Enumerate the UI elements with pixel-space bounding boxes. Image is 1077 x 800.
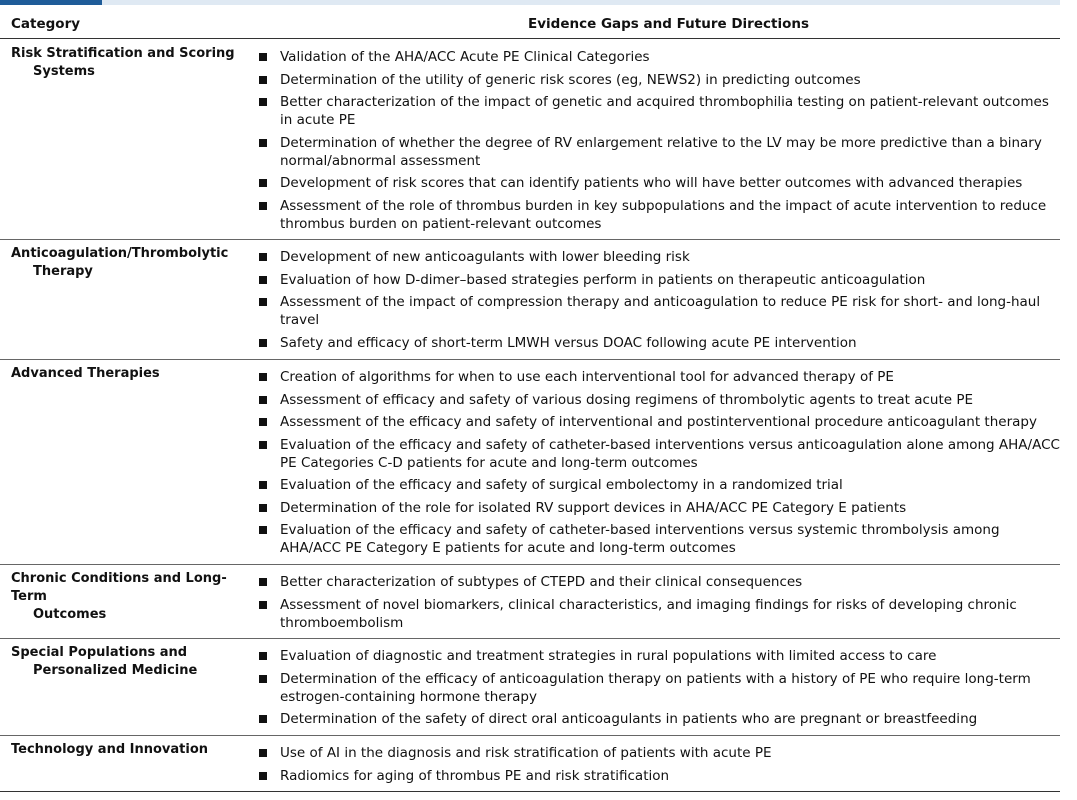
- list-item: [258, 647, 1064, 665]
- list-item-text: Assessment of the role of thrombus burden in key subpopulations and the impact of acute intervention to reduce thrombus burden on patient-relevant outcomes: [280, 197, 1047, 232]
- list-item-text: Determination of the safety of direct oral anticoagulants in patients who are pregnant or breastfeeding: [280, 711, 978, 727]
- square-bullet-icon: [259, 98, 267, 106]
- list-item: [258, 710, 1064, 728]
- square-bullet-icon: [259, 139, 267, 147]
- list-item: [258, 368, 1064, 386]
- square-bullet-icon: [259, 772, 267, 780]
- category-label: [11, 570, 243, 624]
- list-item: [258, 174, 1064, 192]
- square-bullet-icon: [259, 418, 267, 426]
- list-item-text: Evaluation of the efficacy and safety of surgical embolectomy in a randomized trial: [280, 477, 843, 493]
- gaps-column-header: Evidence Gaps and Future Directions: [528, 16, 810, 32]
- category-label-line2: Systems: [33, 64, 95, 79]
- square-bullet-icon: [259, 675, 267, 683]
- square-bullet-icon: [259, 481, 267, 489]
- list-item-text: Creation of algorithms for when to use each interventional tool for advanced therapy of PE: [280, 369, 894, 385]
- list-item-text: Determination of the utility of generic risk scores (eg, NEWS2) in predicting outcomes: [280, 71, 861, 88]
- table-section: [0, 239, 1060, 360]
- list-item-text: Validation of the AHA/ACC Acute PE Clinical Categories: [280, 49, 650, 65]
- list-item: [258, 334, 1064, 352]
- square-bullet-icon: [259, 298, 267, 306]
- category-label: [11, 45, 243, 81]
- table-section: [0, 735, 1060, 792]
- square-bullet-icon: [259, 276, 267, 284]
- list-item: [258, 596, 1064, 632]
- category-label-line2: Therapy: [33, 264, 93, 279]
- list-item-text: Determination of the role for isolated RV support devices in AHA/ACC PE Category E patients: [280, 499, 907, 516]
- list-item-text: Development of risk scores that can identify patients who will have better outcomes with advanced therapies: [280, 175, 1023, 191]
- list-item: [258, 476, 1064, 494]
- list-item-text: Assessment of the efficacy and safety of interventional and postinterventional procedure anticoagulant therapy: [280, 414, 1037, 430]
- list-item: [258, 499, 1064, 517]
- table-section: [0, 39, 1060, 240]
- table-section: [0, 638, 1060, 736]
- square-bullet-icon: [259, 396, 267, 404]
- square-bullet-icon: [259, 715, 267, 723]
- list-item: [258, 197, 1064, 233]
- category-label-line1: Technology and Innovation: [11, 742, 209, 757]
- category-label-line2: Outcomes: [33, 607, 107, 622]
- list-item: [258, 670, 1064, 706]
- square-bullet-icon: [259, 749, 267, 757]
- list-item-text: Better characterization of the impact of genetic and acquired thrombophilia testing on patient-relevant outcomes in acute PE: [280, 94, 1049, 128]
- table-section: [0, 359, 1060, 565]
- square-bullet-icon: [259, 652, 267, 660]
- category-label-line2: Personalized Medicine: [33, 663, 198, 678]
- list-item-text: Evaluation of how D-dimer–based strategies perform in patients on therapeutic anticoagulation: [280, 271, 926, 288]
- table-header: [0, 14, 1060, 39]
- list-item-text: Determination of the efficacy of anticoagulation therapy on patients with a history of PE who require long-term estrogen-containing hormone therapy: [280, 670, 1031, 705]
- list-item: [258, 573, 1064, 591]
- list-item-text: Assessment of the impact of compression therapy and anticoagulation to reduce PE risk for short- and long-haul travel: [280, 294, 1041, 328]
- square-bullet-icon: [259, 526, 267, 534]
- list-item: [258, 134, 1064, 170]
- list-item-text: Determination of whether the degree of RV enlargement relative to the LV may be more predictive than a binary normal/abnormal assessment: [280, 134, 1042, 169]
- category-column-header: Category: [11, 16, 81, 32]
- list-item: [258, 744, 1064, 762]
- square-bullet-icon: [259, 504, 267, 512]
- list-item-text: Evaluation of diagnostic and treatment strategies in rural populations with limited access to care: [280, 648, 937, 664]
- evidence-gap-list: [258, 368, 1064, 562]
- square-bullet-icon: [259, 253, 267, 261]
- category-label-line1: Risk Stratification and Scoring: [11, 46, 235, 61]
- list-item-text: Assessment of novel biomarkers, clinical characteristics, and imaging findings for risks of developing chronic thromboembolism: [280, 596, 1017, 631]
- evidence-gap-list: [258, 48, 1064, 237]
- square-bullet-icon: [259, 53, 267, 61]
- evidence-gap-list: [258, 573, 1064, 636]
- square-bullet-icon: [259, 339, 267, 347]
- evidence-gap-list: [258, 744, 1064, 789]
- list-item-text: Safety and efficacy of short-term LMWH versus DOAC following acute PE intervention: [280, 334, 857, 351]
- list-item: [258, 436, 1064, 472]
- category-label-line1: Anticoagulation/Thrombolytic: [11, 246, 229, 261]
- square-bullet-icon: [259, 373, 267, 381]
- square-bullet-icon: [259, 179, 267, 187]
- table-section: [0, 564, 1060, 639]
- list-item: [258, 521, 1064, 557]
- category-label: [11, 245, 243, 281]
- category-label: [11, 741, 243, 759]
- square-bullet-icon: [259, 578, 267, 586]
- list-item: [258, 413, 1064, 431]
- category-label: [11, 365, 243, 383]
- list-item-text: Development of new anticoagulants with lower bleeding risk: [280, 249, 690, 265]
- list-item: [258, 93, 1064, 129]
- evidence-gap-list: [258, 248, 1064, 356]
- square-bullet-icon: [259, 202, 267, 210]
- list-item: [258, 293, 1064, 329]
- square-bullet-icon: [259, 441, 267, 449]
- list-item: [258, 271, 1064, 289]
- category-label-line1: Advanced Therapies: [11, 366, 160, 381]
- top-accent-bar: [0, 0, 1060, 5]
- list-item-text: Evaluation of the efficacy and safety of catheter-based interventions versus systemic thrombolysis among AHA/ACC PE Category E patients for acute and long-term outcomes: [280, 522, 1000, 556]
- list-item-text: Evaluation of the efficacy and safety of catheter-based interventions versus anticoagulation alone among AHA/ACC PE Categories C-D patients for acute and long-term outcomes: [280, 436, 1060, 471]
- square-bullet-icon: [259, 76, 267, 84]
- list-item-text: Use of AI in the diagnosis and risk stratification of patients with acute PE: [280, 745, 772, 761]
- list-item-text: Radiomics for aging of thrombus PE and risk stratification: [280, 767, 670, 784]
- top-accent-segment: [0, 0, 102, 5]
- evidence-gap-list: [258, 647, 1064, 733]
- list-item: [258, 767, 1064, 785]
- list-item: [258, 248, 1064, 266]
- list-item: [258, 71, 1064, 89]
- category-label-line1: Special Populations and: [11, 645, 188, 660]
- square-bullet-icon: [259, 601, 267, 609]
- category-label-line1: Chronic Conditions and Long-Term: [11, 571, 227, 604]
- list-item-text: Assessment of efficacy and safety of various dosing regimens of thrombolytic agents to treat acute PE: [280, 391, 974, 408]
- category-label: [11, 644, 243, 680]
- list-item: [258, 391, 1064, 409]
- list-item: [258, 48, 1064, 66]
- list-item-text: Better characterization of subtypes of CTEPD and their clinical consequences: [280, 574, 803, 590]
